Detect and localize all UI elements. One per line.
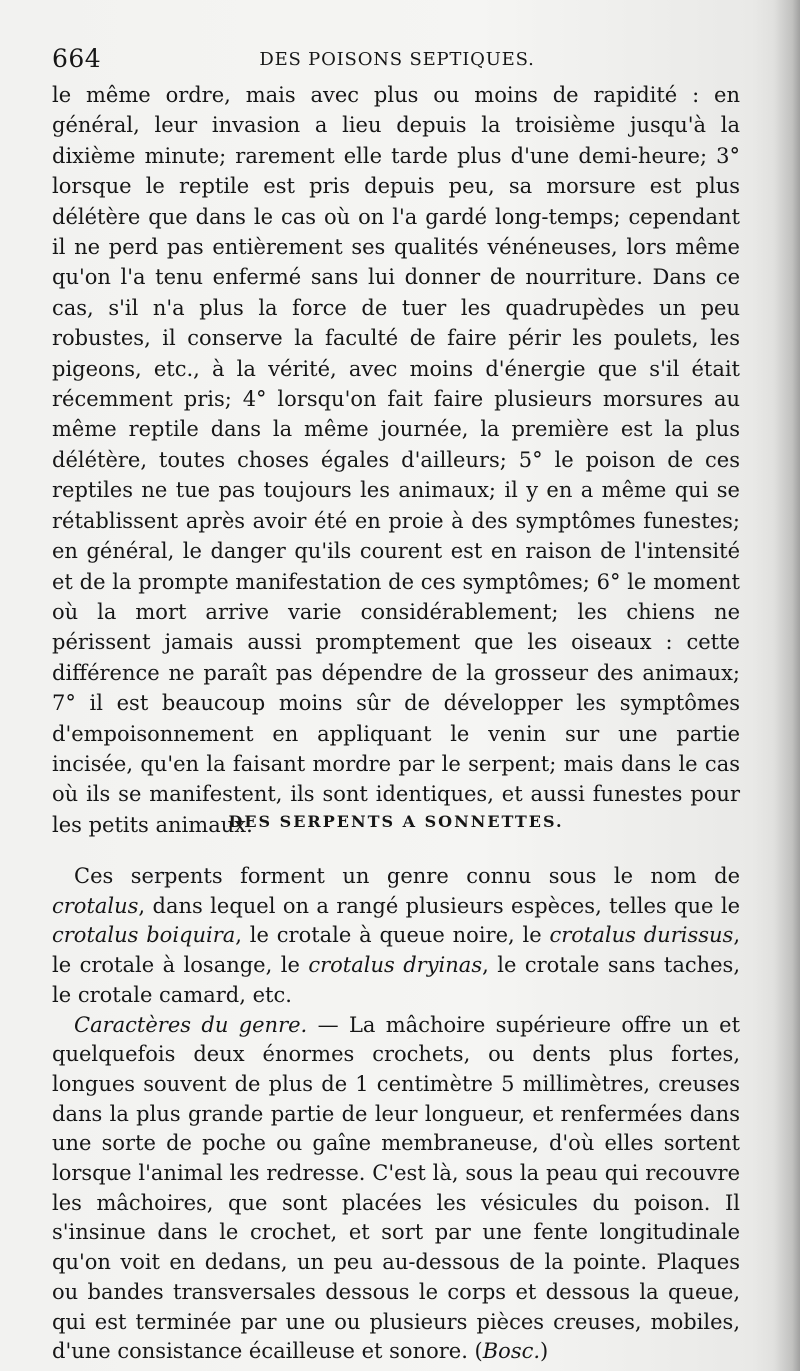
text-segment: ) bbox=[540, 1339, 549, 1364]
page-number: 664 bbox=[52, 44, 102, 73]
italic-term: crotalus durissus bbox=[549, 923, 734, 948]
italic-term: crotalus boiquira bbox=[52, 923, 236, 948]
paragraph-genus-characters bbox=[52, 1011, 740, 1367]
text-segment: — La mâchoire supérieure offre un et quelquefois deux énormes crochets, ou dents plus fortes, longues souvent de plus de 1 centimètre 5 millimètres, creuses dans la plus grande partie de leur longueur, et renfermées dans une sorte de poche ou gaîne membraneuse, d'où elles sortent lorsque l'animal les redresse. C'est là, sous la peau qui recouvre les mâchoires, que sont placées les vésicules du poison. Il s'insinue dans le crochet, et sort par une fente longitudinale qu'on voit en dedans, un peu au-dessous de la pointe. Plaques ou bandes transversales dessous le corps et dessous la queue, qui est terminée par une ou plusieurs pièces creuses, mobiles, d'une consistance écailleuse et sonore. ( bbox=[52, 1012, 741, 1364]
section-text bbox=[52, 862, 740, 1367]
text-segment: , dans lequel on a rangé plusieurs espèces, telles que le bbox=[138, 893, 740, 918]
page-header bbox=[52, 44, 742, 76]
italic-term: crotalus bbox=[52, 893, 139, 918]
italic-lead: Caractères du genre. bbox=[74, 1012, 308, 1037]
paragraph-crotalus-species bbox=[52, 862, 740, 1011]
text-segment: Ces serpents forment un genre connu sous le nom de bbox=[74, 864, 740, 888]
continued-text bbox=[52, 80, 740, 840]
text-segment: , le crotale à queue noire, le bbox=[235, 923, 550, 948]
section-heading: DES SERPENTS A SONNETTES. bbox=[228, 812, 564, 831]
paragraph-continued: le même ordre, mais avec plus ou moins de rapidité : en général, leur invasion a lieu depuis la troisième jusqu'à la dixième minute; rarement elle tarde plus d'une demi-heure; 3° lorsque le reptile est pris depuis peu, sa morsure est plus délétère que dans le cas où on l'a gardé long-temps; cependant il ne perd pas entièrement ses qualités vénéneuses, lors même qu'on l'a tenu enfermé sans lui donner de nourriture. Dans ce cas, s'il n'a plus la force de tuer les quadrupèdes un peu robustes, il conserve la faculté de faire périr les poulets, les pigeons, etc., à la vérité, avec moins d'énergie que s'il était récemment pris; 4° lorsqu'on fait faire plusieurs morsures au même reptile dans la même journée, la première est la plus délétère, toutes choses égales d'ailleurs; 5° le poison de ces reptiles ne tue pas toujours les animaux; il y en a même qui se rétablissent après avoir été en proie à des symptômes funestes; en général, le danger qu'ils courent est en raison de l'intensité et de la prompte manifestation de ces symptômes; 6° le moment où la mort arrive varie considérablement; les chiens ne périssent jamais aussi promptement que les oiseaux : cette différence ne paraît pas dépendre de la grosseur des animaux; 7° il est beaucoup moins sûr de développer les symptômes d'empoisonnement en appliquant le venin sur une partie incisée, qu'en la faisant mordre par le serpent; mais dans le cas où ils se manifestent, ils sont identiques, et aussi funestes pour les petits animaux. bbox=[52, 83, 740, 837]
page-edge-shadow bbox=[774, 0, 800, 1371]
source-citation: Bosc. bbox=[482, 1339, 541, 1364]
italic-term: crotalus dryinas bbox=[308, 953, 483, 978]
text-segment: , le crotale sans taches, le crotale camard, etc. bbox=[52, 953, 740, 1007]
text-segment: , le crotale à losange, le bbox=[52, 923, 740, 978]
running-head: DES POISONS SEPTIQUES. bbox=[259, 49, 535, 70]
